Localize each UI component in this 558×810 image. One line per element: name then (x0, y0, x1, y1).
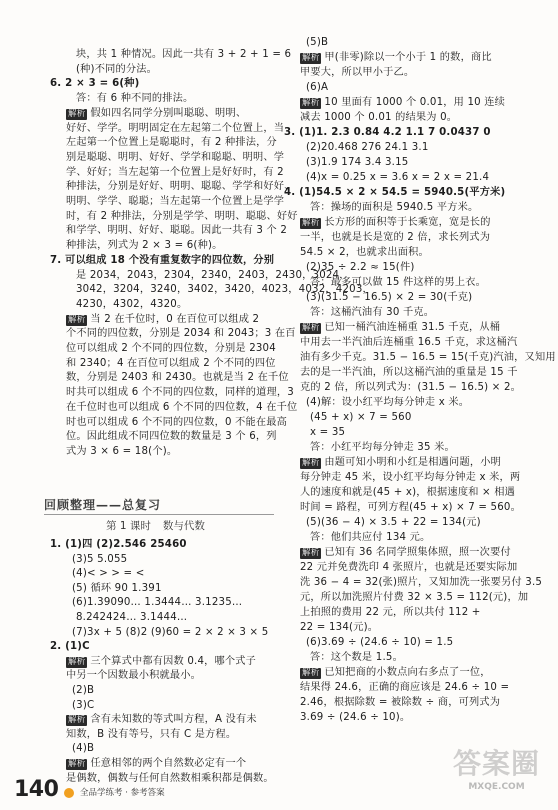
analysis-tag: 解析 (68, 759, 86, 769)
right_lines-line: 元，所以加洗照片付费 32 × 3.5 = 112(元)，加 (300, 592, 529, 603)
right_lines-line: (45 + x) × 7 = 560 (310, 412, 412, 423)
left_lines-line: 时共可以组成 6 个不同的四位数，同样的道理，3 (66, 387, 294, 399)
analysis-tag: 解析 (68, 314, 86, 325)
analysis-tag: 解析 (302, 458, 320, 468)
analysis-tag: 解析 (302, 548, 320, 558)
left_lines-line (66, 313, 259, 326)
right_lines-line: (6)3.69 ÷ (24.6 ÷ 10) = 1.5 (306, 637, 454, 648)
footer-dot-icon (64, 788, 74, 798)
line-text: 长方形的面积等于长乘宽，宽是长的 (324, 217, 491, 228)
left_lines_2-line: 8.242424… 3.1444… (76, 612, 188, 623)
footer-page-number: 140 (14, 777, 59, 802)
right_lines-line: 4. (1)54.5 × 2 × 54.5 = 5940.5(平方米) (284, 187, 506, 198)
analysis-tag: 解析 (302, 218, 320, 228)
line-text: 三个算式中都有因数 0.4，哪个式子 (90, 655, 257, 667)
right_lines-line: 答：这桶汽油有 30 千克。 (310, 307, 435, 318)
watermark-sub: MXQE.COM (468, 782, 525, 792)
left_lines-line: 4230，4302，4320。 (76, 298, 188, 310)
left_lines_2-line: 知数，B 没有等号，只有 C 是方程。 (66, 728, 237, 740)
right_lines-line: (5)B (306, 37, 329, 48)
left_lines-line: 左起第一个位置上是聪聪时，有 2 种排法，分 (66, 137, 277, 149)
left_lines-line: 个不同的四位数，分别是 2034 和 2043；3 在百 (66, 328, 296, 340)
left_lines_2-line: (3)C (72, 699, 95, 711)
left_lines-line: 种排法，列式为 2 × 3 = 6(种)。 (66, 240, 223, 252)
left_lines-line: 明明、学学、聪聪；当左起第一个位置上是学学 (66, 196, 285, 207)
right_lines-line: 去的是一半汽油，所以这桶汽油的重量是 15 千 (300, 367, 518, 378)
left_lines-line: 和学学、明明、好好、聪聪。因此一共有 3 个 2 (66, 225, 288, 237)
analysis-tag: 解析 (302, 668, 320, 678)
left_lines_2-line: 中另一个因数最小积就最小。 (66, 670, 202, 682)
left_lines-line: 和 2340；4 在百位可以组成 2 个不同的四位 (66, 357, 276, 369)
analysis-tag: 解析 (302, 53, 320, 63)
left_lines-line: 式为 3 × 6 = 18(个)。 (66, 445, 178, 457)
left_lines_2-line (66, 655, 256, 668)
left_lines_2-line: 1. (1)四 (2)2.546 25460 (50, 539, 187, 550)
right_lines-line: 结果得 24.6，正确的商应该是 24.6 ÷ 10 = (300, 682, 510, 693)
right_lines-line: (6)A (306, 82, 329, 93)
left_lines_2-line: 2. (1)C (50, 641, 90, 653)
right_lines-line: (4)x = 0.25 x = 3.6 x = 2 x = 21.4 (306, 172, 490, 183)
analysis-tag: 解析 (68, 715, 86, 726)
right_lines-line: 3.69 ÷ (24.6 ÷ 10)。 (300, 712, 411, 723)
analysis-tag: 解析 (302, 98, 320, 108)
line-text: 已知一桶汽油连桶重 31.5 千克，从桶 (324, 322, 501, 333)
right_lines-line: 洗 36 − 4 = 32(张)照片，又知加洗一张要另付 3.5 (300, 577, 543, 588)
left_lines_2-line: (3)5 5.055 (72, 553, 128, 565)
left_lines-line: 是 2034，2043，2304，2340，2403，2430，3024， (76, 269, 350, 281)
left_lines-line: 数，分别是 2403 和 2430。也就是当 2 在千位 (66, 372, 289, 384)
line-text: 假如四名同学分别叫聪聪、明明、 (90, 107, 247, 119)
right_lines-line: 人的速度和就是(45 + x)，根据速度和 × 相遇 (300, 487, 515, 498)
left_lines-line: 6. 2 × 3 = 6(种) (50, 78, 140, 90)
left_lines-line: 好好、学学。明明固定在左起第二个位置上，当 (66, 122, 285, 134)
right_lines-line: 54.5 × 2，也就求出面积。 (300, 247, 429, 258)
lesson-topic: 数与代数 (162, 520, 205, 532)
line-text: 已知把商的小数点向右多点了一位， (324, 667, 491, 678)
right_lines-line: 答：操场的面积是 5940.5 平方米。 (310, 202, 479, 213)
line-text: 10 里面有 1000 个 0.01，用 10 连续 (324, 97, 506, 108)
line-text: 任意相邻的两个自然数必定有一个 (90, 758, 247, 769)
line-text: 甲(非零)除以一个小于 1 的数，商比 (324, 52, 492, 63)
analysis-tag: 解析 (68, 656, 86, 667)
left_lines-line: (种)不同的分法。 (76, 63, 158, 75)
right_lines-line: (2)35 ÷ 2.2 ≈ 15(件) (306, 262, 415, 273)
left_lines-line: 别是聪聪、明明、好好、学学和聪聪、明明、学 (66, 151, 285, 163)
right_lines-line: 上拍照的费用 22 元，所以共付 112 + (300, 607, 481, 618)
right_lines-line: 3. (1)1. 2.3 0.84 4.2 1.1 7 0.0437 0 (284, 127, 491, 138)
right_lines-line: 甲要大，所以甲小于乙。 (300, 67, 415, 78)
right_lines-line: 22 = 134(元)。 (300, 622, 379, 633)
right_lines-line (300, 456, 501, 469)
line-text: 已知有 36 名同学照集体照，照一次要付 (324, 547, 511, 558)
left_lines-line: 位。因此组成不同四位数的数量是 3 个 6，列 (66, 431, 277, 443)
left_lines-line: 7. 可以组成 18 个没有重复数字的四位数，分别 (50, 254, 275, 266)
analysis-tag: 解析 (68, 108, 86, 119)
right_lines-line: 答：最多可以做 15 件这样的男上衣。 (310, 277, 487, 288)
section-title: 回顾整理——总复习 (44, 496, 274, 515)
line-text: 当 2 在千位时，0 在百位可以组成 2 (90, 313, 260, 325)
right_lines-line: (5)(36 − 4) × 3.5 + 22 = 134(元) (306, 517, 481, 528)
right_lines-line (300, 666, 491, 679)
footer-text: 全品学练考 · 参考答案 (80, 788, 165, 798)
left_lines-line: 时也可以组成 6 个不同的四位数，0 不能在最高 (66, 416, 288, 428)
left_lines-line: 3042，3204，3240，3402，3420，4023，4032，4203， (76, 284, 373, 296)
lesson-label: 第 1 课时 (106, 520, 151, 532)
left_lines_2-line: (7)3x + 5 (8)2 (9)60 = 2 × 2 × 3 × 5 (72, 626, 269, 638)
watermark-main: 答案圈 (452, 747, 540, 780)
right_lines-line: 答：小红平均每分钟走 35 米。 (310, 442, 455, 453)
right_lines-line (300, 546, 511, 559)
left_lines_2-line: (2)B (72, 685, 95, 696)
right_lines-line (300, 321, 500, 334)
line-text: 由题可知小明和小红是相遇问题，小明 (324, 457, 501, 468)
right_lines-line: 22 元并免费洗印 4 张照片，也就是还要实际加 (300, 562, 518, 573)
left_lines-line: 种排法，分别是好好、明明、聪聪、学学和好好、 (66, 181, 295, 193)
left_lines-line: 在千位时也可以组成 6 个不同的四位数，4 在千位 (66, 401, 298, 413)
left_lines-line: 时，有 2 种排法，分别是学学、明明、聪聪、好好 (66, 210, 298, 222)
right_lines-line: 中用去一半汽油后连桶重 16.5 千克，求这桶汽 (300, 337, 518, 348)
right_lines-line: (2)20.468 276 24.1 3.1 (306, 142, 429, 153)
left_lines_2-line: (4)< > > = < (72, 568, 145, 580)
right_lines-line: 一半，也就是长是宽的 2 倍，求长列式为 (300, 232, 491, 243)
right_lines-line: 克的 2 倍，所以列式为：(31.5 − 16.5) × 2。 (300, 382, 522, 393)
right_lines-line: (3)(31.5 − 16.5) × 2 = 30(千克) (306, 292, 473, 303)
right_lines-line: 每分钟走 45 米，设小红平均每分钟走 x 米，两 (300, 472, 521, 483)
left_lines-line (66, 107, 246, 120)
right_lines-line: 减去 1000 个 0.01 的结果为 0。 (300, 112, 458, 123)
left_lines_2-line: (4)B (72, 743, 95, 755)
right_lines-line (300, 51, 492, 64)
right_lines-line: 答：他们共应付 134 元。 (310, 532, 431, 543)
left_lines-line: 学、好好；当左起第一个位置上是好好时，有 2 (66, 166, 284, 178)
lesson-heading (106, 518, 217, 533)
right_lines-line: 时间 = 路程，可列方程(45 + x) × 7 = 560。 (300, 502, 521, 513)
left_lines_2-line: 是偶数，偶数与任何自然数相乘积都是偶数。 (66, 772, 274, 784)
right_lines-line (300, 216, 491, 229)
left_lines-line: 块，共 1 种情况。因此一共有 3 + 2 + 1 = 6 (76, 49, 292, 60)
analysis-tag: 解析 (302, 323, 320, 333)
right_lines-line: 2.46，根据除数 = 被除数 ÷ 商，可列式为 (300, 697, 501, 708)
right_lines-line: 答：这个数是 1.5。 (310, 652, 403, 663)
left_lines_2-line: (6)1.39090… 1.3444… 3.1235… (72, 597, 243, 609)
watermark (453, 742, 540, 792)
left_lines_2-line: (5) 循环 90 1.391 (72, 582, 162, 594)
right_lines-line (300, 96, 505, 109)
left_lines-line: 位可以组成 2 个不同的四位数，分别是 2304 (66, 343, 276, 354)
left_lines_2-line (66, 757, 246, 770)
right_lines-line: (3)1.9 174 3.4 3.15 (306, 157, 409, 168)
line-text: 含有未知数的等式叫方程，A 没有未 (90, 714, 257, 726)
left_lines_2-line (66, 713, 257, 726)
right_lines-line: (4)解：设小红平均每分钟走 x 米。 (306, 397, 470, 408)
right_lines-line: 油有多少千克。31.5 − 16.5 = 15(千克)汽油，又知用 (300, 352, 556, 363)
left_lines-line: 答：有 6 种不同的排法。 (76, 93, 194, 105)
right_lines-line: x = 35 (310, 427, 346, 438)
